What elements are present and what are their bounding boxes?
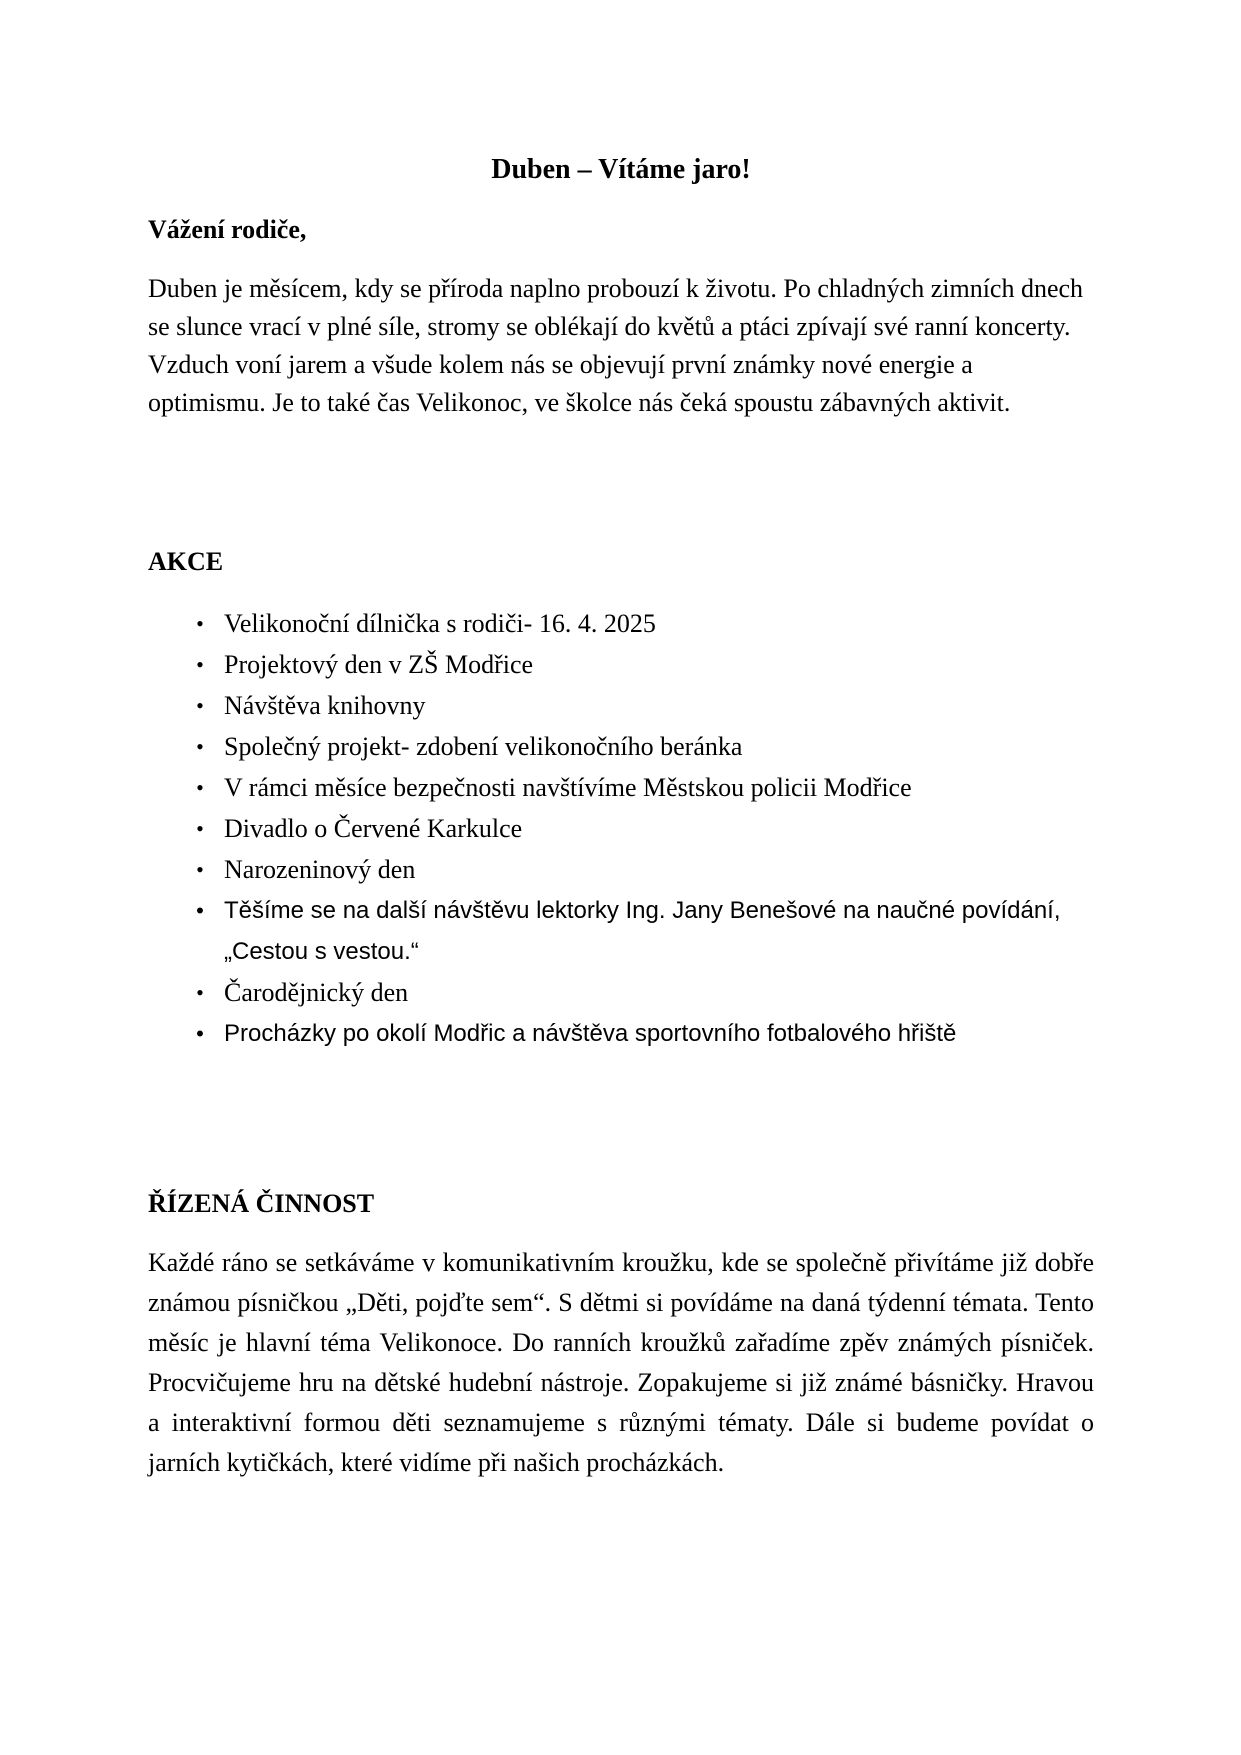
list-item (148, 726, 1094, 767)
bullet-icon: • (196, 693, 204, 718)
list-item-text: Čarodějnický den (224, 978, 409, 1007)
list-item-text: Návštěva knihovny (224, 691, 426, 720)
guided-activity-paragraph: Každé ráno se setkáváme v komunikativním kroužku, kde se společně přivítáme již dobře známou písničkou „Děti, pojďte sem“. S dětmi si povídáme na daná týdenní témata. Tento měsíc je hlavní téma Velikonoce. Do ranních kroužků zařadíme zpěv známých písniček. Procvičujeme hru na dětské hudební nástroje. Zopakujeme si již známé básničky. Hravou a interaktivní formou děti seznamujeme s různými tématy. Dále si budeme povídat o jarních kytičkách, které vidíme při našich procházkách. (148, 1248, 1094, 1477)
events-heading: AKCE (148, 547, 224, 576)
list-item-text: Procházky po okolí Modřic a návštěva sportovního fotbalového hřiště (224, 1020, 957, 1047)
bullet-icon: • (196, 980, 204, 1005)
list-item (148, 808, 1094, 849)
bullet-icon: • (196, 611, 204, 636)
guided-activity-heading: ŘÍZENÁ ČINNOST (148, 1189, 375, 1218)
list-item-text: Společný projekt- zdobení velikonočního beránka (224, 732, 743, 761)
list-item (148, 890, 1094, 972)
list-item (148, 849, 1094, 890)
list-item (148, 603, 1094, 644)
intro-paragraph: Duben je měsícem, kdy se příroda naplno probouzí k životu. Po chladných zimních dnech se slunce vrací v plné síle, stromy se oblékají do květů a ptáci zpívají své ranní koncerty. Vzduch voní jarem a všude kolem nás se objevují první známky nové energie a optimismu. Je to také čas Velikonoc, ve školce nás čeká spoustu zábavných aktivit. (148, 274, 1084, 417)
bullet-icon: • (196, 652, 204, 677)
list-item-text: Narozeninový den (224, 855, 416, 884)
page-title: Duben – Vítáme jaro! (491, 154, 751, 185)
bullet-icon: • (196, 1021, 204, 1046)
list-item-text: V rámci měsíce bezpečnosti navštívíme Městskou policii Modřice (224, 773, 912, 802)
list-item (148, 644, 1094, 685)
list-item (148, 767, 1094, 808)
bullet-icon: • (196, 734, 204, 759)
events-list (148, 603, 1094, 1054)
bullet-icon: • (196, 857, 204, 882)
bullet-icon: • (196, 816, 204, 841)
bullet-icon: • (196, 898, 204, 923)
salutation: Vážení rodiče, (148, 215, 307, 244)
list-item (148, 1013, 1094, 1054)
bullet-icon: • (196, 775, 204, 800)
list-item-text: Velikonoční dílnička s rodiči- 16. 4. 2025 (224, 609, 656, 638)
list-item-text: Projektový den v ZŠ Modřice (224, 650, 534, 679)
list-item-text: Divadlo o Červené Karkulce (224, 814, 523, 843)
list-item (148, 972, 1094, 1013)
list-item (148, 685, 1094, 726)
list-item-text: Těšíme se na další návštěvu lektorky Ing. Jany Benešové na naučné povídání, „Cestou s vestou.“ (224, 897, 1061, 965)
